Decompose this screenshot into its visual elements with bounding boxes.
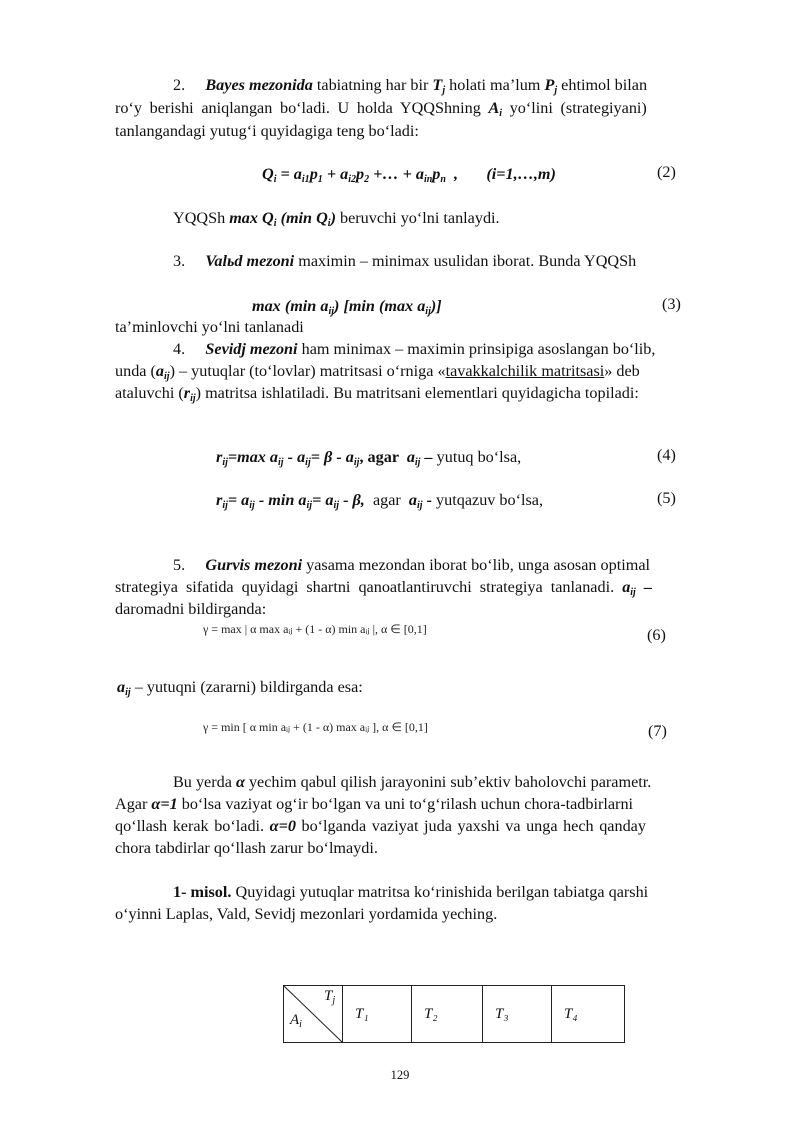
example-line1 <box>173 881 648 903</box>
s3-after: ta’minlovchi yo‘lni tanlanadi <box>115 318 304 336</box>
s4-l3a: ataluvchi ( <box>115 384 184 402</box>
s2-text2: holati ma’lum <box>445 76 545 94</box>
alpha-line3 <box>115 815 646 837</box>
s5-loss: $a_{ij}$ – yutuqni (zararni) bildirganda esa: <box>117 678 363 698</box>
alpha-l1a: Bu yerda <box>173 773 236 791</box>
s5-number: 5. <box>173 556 186 574</box>
s3-line1 <box>173 250 636 272</box>
f4-text: , agar <box>359 448 403 466</box>
table-corner-cell <box>284 986 343 1043</box>
alpha-l3b: α=0 <box>269 817 296 835</box>
formula-4: $r_{ij}=\max$ $a_{ij} - a_{ij}= \beta - a_{ij}$, agar $a_{ij}$ – yutuq bo‘lsa, <box>216 448 522 468</box>
s4-number: 4. <box>173 340 186 358</box>
f5-text: agar <box>372 491 405 509</box>
formula-2: $Q_i = a_{i1}p_1 + a_{i2}p_2$ +… + $a_{in}p_n$ , (i=1,…,m) <box>262 165 556 185</box>
eq-number-6: (6) <box>647 626 666 644</box>
s3-text: maximin – minimax usulidan iborat. Bunda YQQSh <box>294 252 637 270</box>
alpha-l2b: α=1 <box>151 795 178 813</box>
eq-number-3: (3) <box>662 295 681 313</box>
s4-title: Sevidj mezoni <box>205 340 298 358</box>
s5-loss-text: – yutuqni (zararni) bildirganda esa: <box>130 678 363 696</box>
risk-matrix-term: tavakkalchilik matritsasi <box>445 362 605 380</box>
s5-title: Gurvis mezoni <box>205 556 303 574</box>
eq-number-2: (2) <box>657 163 676 181</box>
eq-number-7: (7) <box>648 722 667 740</box>
formula-2-range: (i=1,…,m) <box>486 165 556 183</box>
s2-text3: ehtimol bilan <box>557 76 648 94</box>
s2-line3: tanlangandagi yutug‘i quyidagiga teng bo‘ladi: <box>115 122 419 140</box>
s2-line1 <box>173 74 647 96</box>
page-number: 129 <box>390 1068 410 1082</box>
s2-choice-a: YQQSh <box>173 209 230 227</box>
s4-line3: ataluvchi $(r_{ij})$ matritsa ishlatiladi. Bu matritsani elementlari quyidagicha topiladi: <box>115 384 639 404</box>
formula-5: $r_{ij}= a_{ij} - \min a_{ij}= a_{ij} - \beta$, agar $a_{ij}$ - yutqazuv bo‘lsa, <box>216 491 544 511</box>
alpha-line4: chora tabdirlar qo‘llash zarur bo‘lmaydi. <box>115 839 378 857</box>
example-title: 1- misol. <box>173 883 232 901</box>
s2-text: tabiatning har bir <box>312 76 433 94</box>
s5-l2: strategiya sifatida quyidagi shartni qanoatlantiruvchi strategiya tanlanadi. <box>115 578 615 596</box>
s2-Pj: $P_j$ <box>544 76 558 96</box>
s5-text: yasama mezondan iborat bo‘lib, unga asosan optimal <box>302 556 651 574</box>
s2-choice-d: ) <box>330 209 336 227</box>
s4-text: ham minimax – maximin prinsipiga asoslangan bo‘lib, <box>297 340 656 358</box>
f3-c: )] <box>430 297 442 315</box>
s2-line2 <box>115 97 735 119</box>
s2-Tj: $T_j$ <box>432 76 446 96</box>
s5-line2: strategiya sifatida quyidagi shartni qanoatlantiruvchi strategiya tanlanadi. $a_{ij}$ – <box>115 578 652 598</box>
s2-choice: YQQSh $\max Q_i$ (min $Q_i$) beruvchi yo‘lni tanlaydi. <box>173 209 500 229</box>
s4-line1 <box>173 338 655 360</box>
s5-line3: daromadni bildirganda: <box>115 600 267 618</box>
alpha-l1b: yechim qabul qilish jarayonini sub’ektiv baholovchi parametr. <box>244 773 652 791</box>
header-T3: T₃ <box>483 986 552 1043</box>
formula-6: γ = max | α max aᵢⱼ + (1 - α) min aᵢⱼ |, α ∈ [0,1] <box>203 622 427 636</box>
f4-tail: yutuq bo‘lsa, <box>432 448 522 466</box>
f3-a: max (min a <box>252 297 329 315</box>
example-text1: Quyidagi yutuqlar matritsa ko‘rinishida berilgan tabiatga qarshi <box>231 883 649 901</box>
formula-7: γ = min [ α min aᵢⱼ + (1 - α) max aᵢⱼ ], α ∈ [0,1] <box>203 720 428 734</box>
eq-number-5: (5) <box>657 489 676 507</box>
s4-l2c: » deb <box>604 362 640 380</box>
s5-line1 <box>173 554 650 576</box>
s3-title: Valьd mezoni <box>205 252 295 270</box>
payoff-table <box>283 985 625 1043</box>
s4-l3b: ) matritsa ishlatiladi. Bu matritsani elementlari quyidagicha topiladi: <box>195 384 639 402</box>
s2-choice-c: (min Q <box>276 209 328 227</box>
header-T2: T₂ <box>412 986 483 1043</box>
alpha-line2 <box>115 793 633 815</box>
s3-number: 3. <box>173 252 186 270</box>
alpha-l3a: qo‘llash kerak bo‘ladi. <box>115 817 270 835</box>
alpha-l3c: bo‘lganda vaziyat juda yaxshi va unga hech qanday <box>295 817 646 835</box>
alpha-line1: Bu yerda α yechim qabul qilish jarayonini sub’ektiv baholovchi parametr. <box>173 773 652 791</box>
s2-Ai: $A_i$ <box>488 99 503 119</box>
s2-number: 2. <box>173 76 186 94</box>
s2-choice-b: max Q <box>229 209 274 227</box>
eq-number-4: (4) <box>657 446 676 464</box>
table-header-row <box>284 986 625 1043</box>
f3-b: ) [min (max a <box>334 297 426 315</box>
s2-title: Bayes mezonida <box>205 76 313 94</box>
s2-l2b: yo‘lini (strategiyani) <box>502 99 647 117</box>
s4-line2: unda $(a_{ij})$ – yutuqlar (to‘lovlar) matritsasi o‘rniga «tavakkalchilik matritsasi» deb <box>115 362 640 382</box>
alpha-l2c: bo‘lsa vaziyat og‘ir bo‘lgan va uni to‘g‘rilash uchun chora-tadbirlarni <box>177 795 634 813</box>
s2-choice-e: beruvchi yo‘lni tanlaydi. <box>335 209 500 227</box>
example-line2: o‘yinni Laplas, Vald, Sevidj mezonlari yordamida yeching. <box>115 905 498 923</box>
s4-l2a: unda ( <box>115 362 156 380</box>
header-T4: T₄ <box>552 986 625 1043</box>
s2-l2a: ro‘y berishi aniqlangan bo‘ladi. U holda YQQShning <box>115 99 489 117</box>
s4-l2b: ) – yutuqlar (to‘lovlar) matritsasi o‘rniga « <box>169 362 446 380</box>
f5-tail: yutqazuv bo‘lsa, <box>432 491 544 509</box>
formula-3: max (min $a_{ij}$) [min (max $a_{ij}$)] <box>252 297 442 317</box>
alpha-l2a: Agar <box>115 795 152 813</box>
corner-T: $T_j$ <box>324 988 336 1006</box>
header-T1: T₁ <box>343 986 412 1043</box>
corner-A: $A_i$ <box>290 1012 302 1030</box>
